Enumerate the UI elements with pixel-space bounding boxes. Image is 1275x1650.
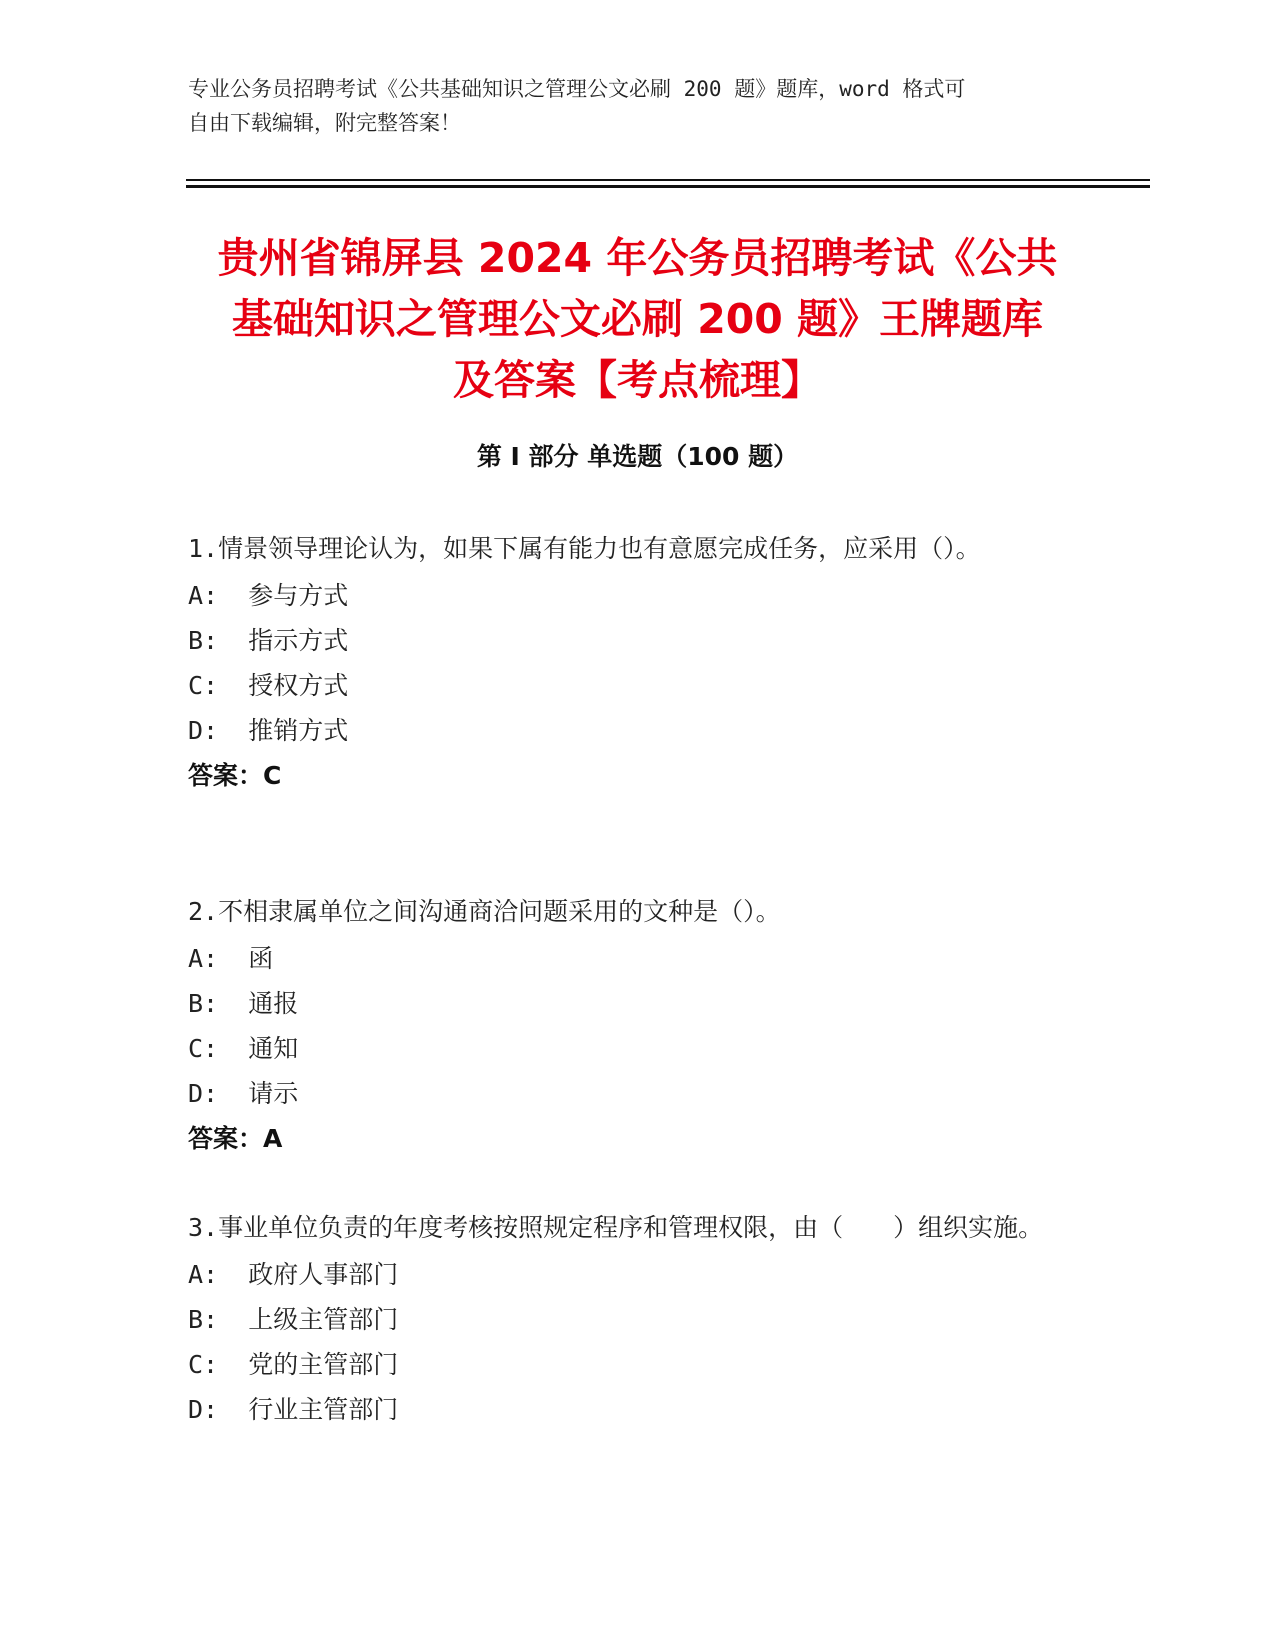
document-title-line-1: 贵州省锦屏县 2024 年公务员招聘考试《公共 [217,234,1058,282]
option-d: D: 请示 [188,1079,299,1108]
option-b: B: 上级主管部门 [188,1305,399,1334]
header-note-line-2: 自由下载编辑，附完整答案！ [188,111,461,135]
document-title-line-2: 基础知识之管理公文必刷 200 题》王牌题库 [231,295,1044,343]
question-stem: 2.不相隶属单位之间沟通商洽问题采用的文种是（）。 [188,897,781,926]
header-divider-thin [186,179,1150,181]
option-b: B: 指示方式 [188,626,349,655]
question-block-3 [188,1204,1088,1432]
option-a: A: 参与方式 [188,581,349,610]
answer: 答案：C [188,761,282,790]
option-c: C: 党的主管部门 [188,1350,399,1379]
question-stem: 3.事业单位负责的年度考核按照规定程序和管理权限，由（ ）组织实施。 [188,1213,1044,1242]
section-title: 第 I 部分 单选题（100 题） [476,442,799,471]
question-block-2 [188,888,1088,1161]
header-divider-thick [186,185,1150,188]
question-stem: 1.情景领导理论认为，如果下属有能力也有意愿完成任务，应采用（）。 [188,534,981,563]
header-note-line-1: 专业公务员招聘考试《公共基础知识之管理公文必刷 200 题》题库，word 格式可 [188,77,966,101]
option-b: B: 通报 [188,989,299,1018]
answer: 答案：A [188,1124,283,1153]
option-a: A: 政府人事部门 [188,1260,399,1289]
option-a: A: 函 [188,944,274,973]
document-title-line-3: 及答案【考点梳理】 [453,356,822,404]
option-d: D: 推销方式 [188,716,349,745]
question-block-1 [188,525,1088,798]
option-c: C: 授权方式 [188,671,349,700]
document-title [150,228,1125,411]
option-d: D: 行业主管部门 [188,1395,399,1424]
option-c: C: 通知 [188,1034,299,1063]
header-note [188,72,1088,140]
